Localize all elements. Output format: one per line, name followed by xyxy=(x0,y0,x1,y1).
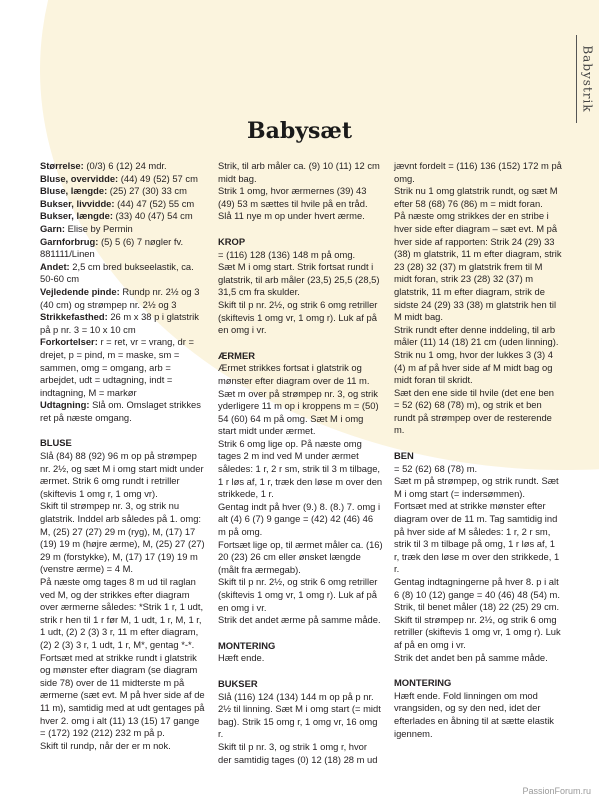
spec-size: Størrelse: (0/3) 6 (12) 24 mdr. xyxy=(40,160,167,171)
column-1 xyxy=(40,160,205,752)
spec-waist: Bukser, livvidde: (44) 47 (52) 55 cm xyxy=(40,197,195,209)
krop-text: = (116) 128 (136) 148 m på omg. Sæt M i omg start. Strik fortsat rundt i glatstrik, til arb måler (23,5) 25,5 (28,5) 31,5 cm fra skulder. Skift til p nr. 2½, og strik 6 omg retriller (skiftevis 1 omg vr, 1 omg r). Luk af på en omg i vr. xyxy=(218,248,380,336)
spec-yarn: Garn: Elise by Permin xyxy=(40,222,133,234)
watermark: PassionForum.ru xyxy=(522,786,591,796)
aermer-text: Ærmet strikkes fortsat i glatstrik og mønster efter diagram over de 11 m. Sæt m over på strømpep nr. 3, og strik yderligere 11 m op i kroppens m = (50) 54 (60) 64 m på omg. Sæt M i omg start midt under ærmet. Strik 6 omg lige op. På næste omg tages 2 m ind ved M under ærmet således: 1 r, 2 r sm, strik til 3 m tilbage, 1 r løs af, 1 r, træk den løse m over den strikkede, 1 r. Gentag indt på hver (9.) 8. (8.) 7. omg i alt (4) 6 (7) 9 gange = (42) 42 (46) 46 m på omg. Fortsæt lige op, til ærmet måler ca. (16) 20 (23) 26 cm eller ønsket længde (målt fra ærmegab). Skift til p nr. 2½, og strik 6 omg retriller (skiftevis 1 omg vr, 1 omg r). Luk af på en omg i vr. Strik det andet ærme på samme måde. xyxy=(218,362,383,626)
bluse-paragraph: Skift til strømpep nr. 3, og strik nu glatstrik. Inddel arb således på 1. omg: M, (25) 27 (27) 29 m (ryg), M, (17) 17 (19) 19 m (højre ærme), M, (25) 27 (27) 29 m (forstykke), M, (17) 17 (19) 19 m (venstre ærme) = 4 M. xyxy=(40,500,205,575)
section-heading-montering: MONTERING xyxy=(218,639,276,651)
spec-abbreviations: Forkortelser: r = ret, vr = vrang, dr = drejet, p = pind, m = maske, sm = sammen, omg = omgang, arb = arbejdet, udt = udtagning, indt = indtagning, M = markør xyxy=(40,336,194,398)
spec-needles: Vejledende pinde: Rundp nr. 2½ og 3 (40 cm) og strømpep nr. 2½ og 3 xyxy=(40,285,200,310)
bluse-paragraph: Slå (84) 88 (92) 96 m op på strømpep nr. 2½, og sæt M i omg start midt under ærmet. Strik 6 omg rundt i retriller (skiftevis 1 omg r, 1 omg vr). xyxy=(40,450,204,499)
section-heading-aermer: ÆRMER xyxy=(218,349,255,361)
bluse-paragraph: Fortsæt med at strikke rundt i glatstrik og mønster efter diagram (se diagram side 78) over de 11 midterste m på ærmerne (sæt evt. M på hver side af de 11 m), samtidig med at udt gentages på hver 2. omg i alt (11) 13 (15) 17 gange = (172) 192 (212) 232 m på p. xyxy=(40,651,205,739)
bluse-paragraph: Skift til rundp, når der er m nok. xyxy=(40,739,171,751)
spec-sweater-length: Bluse, længde: (25) 27 (30) 33 cm xyxy=(40,185,187,197)
spec-increase: Udtagning: Slå om. Omslaget strikkes ret på næste omgang. xyxy=(40,399,201,423)
section-heading-bluse: BLUSE xyxy=(40,437,72,449)
section-heading-krop: KROP xyxy=(218,235,246,247)
section-heading-montering-bukser: MONTERING xyxy=(394,677,452,689)
montering-bukser-text: Hæft ende. Fold linningen om mod vrangsiden, og sy den ned, idet der efterlades en åbning til at sætte elastik igennem. xyxy=(394,689,554,739)
page-title: Babysæt xyxy=(246,118,352,144)
bukser-continued: jævnt fordelt = (116) 136 (152) 172 m på omg. Strik nu 1 omg glatstrik rundt, og sæt M efter 58 (68) 76 (86) m = midt foran. På næste omg strikkes der en stribe i hver side efter diagram – sæt evt. M på hver side af rapporten: Strik 24 (29) 33 (38) m glatstrik, 11 m efter diagram, strik 23 (28) 32 (37) m glatstrik frem til M midt foran, strik 23 (28) 32 (37) m glatstrik, 11 m efter diagram, strik de sidste 24 (29) 33 (38) m glatstrik hen til M midt bag. Strik rundt efter denne inddeling, til arb måler (11) 14 (18) 21 cm (uden linning). Strik nu 1 omg, hvor der lukkes 3 (3) 4 (4) m af på hver side af M midt bag og midt foran til skridt. Sæt den ene side til hvile (det ene ben = 52 (62) 68 (78) m), og strik et ben rundt på strømpep over de resterende m. xyxy=(394,160,562,436)
column-3 xyxy=(394,160,562,740)
spec-other: Andet: 2,5 cm bred bukseelastik, ca. 50-60 cm xyxy=(40,260,194,285)
spec-pants-length: Bukser, længde: (33) 40 (47) 54 cm xyxy=(40,210,193,222)
montering-text: Hæft ende. xyxy=(218,652,265,664)
bluse-continued: Strik, til arb måler ca. (9) 10 (11) 12 cm midt bag. xyxy=(218,160,380,184)
section-tab xyxy=(576,35,599,123)
section-tab-label: Babystrik xyxy=(581,45,596,113)
column-2 xyxy=(218,160,383,766)
section-heading-bukser: BUKSER xyxy=(218,677,258,689)
bluse-paragraph: På næste omg tages 8 m ud til raglan ved M, og der strikkes efter diagram over ærmerne således: *Strik 1 r, 1 udt, strik r hen til 1 r før M, 1 udt, 1 r, M, 1 r, 1 udt, (2) 2 (3) 3 r, 11 m efter diagram, (2) 2 (3) 3 r, 1 udt, 1 r, M*, gentag *-*. xyxy=(40,576,204,650)
ben-text: = 52 (62) 68 (78) m. Sæt m på strømpep, og strik rundt. Sæt M i omg start (= indersømmen). Fortsæt med at strikke mønster efter diagram over de 11 m. Tag samtidig ind på hver side af M således: 1 r, 2 r sm, strik til 3 m tilbage på omg, 1 r løs af, 1 r, træk den løse m over den strikkede, 1 r. Gentag indtagningerne på hver 8. p i alt 6 (8) 10 (12) gange = 40 (46) 48 (54) m. Strik, til benet måler (18) 22 (25) 29 cm. Skift til strømpep nr. 2½, og strik 6 omg retriller (skiftevis 1 omg vr, 1 omg r). Luk af på en omg i vr. Strik det andet ben på samme måde. xyxy=(394,462,561,663)
section-heading-ben: BEN xyxy=(394,450,414,462)
bluse-continued: Strik 1 omg, hvor ærmernes (39) 43 (49) 53 m sættes til hvile på en tråd. Slå 11 nye m op under hvert ærme. xyxy=(218,185,368,222)
spec-list xyxy=(40,160,205,424)
spec-chest: Bluse, overvidde: (44) 49 (52) 57 cm xyxy=(40,172,198,184)
bukser-text: Slå (116) 124 (134) 144 m op på p nr. 2½ til linning. Sæt M i omg start (= midt bag). Strik 15 omg r, 1 omg vr, 16 omg r. Skift til p nr. 3, og strik 1 omg r, hvor der samtidig tages (0) 12 (18) 28 m ud xyxy=(218,690,381,765)
spec-gauge: Strikkefasthed: 26 m x 38 p i glatstrik på p nr. 3 = 10 x 10 cm xyxy=(40,311,199,335)
spec-yarn-amount: Garnforbrug: (5) 5 (6) 7 nøgler fv. 881111/Linen xyxy=(40,235,184,260)
